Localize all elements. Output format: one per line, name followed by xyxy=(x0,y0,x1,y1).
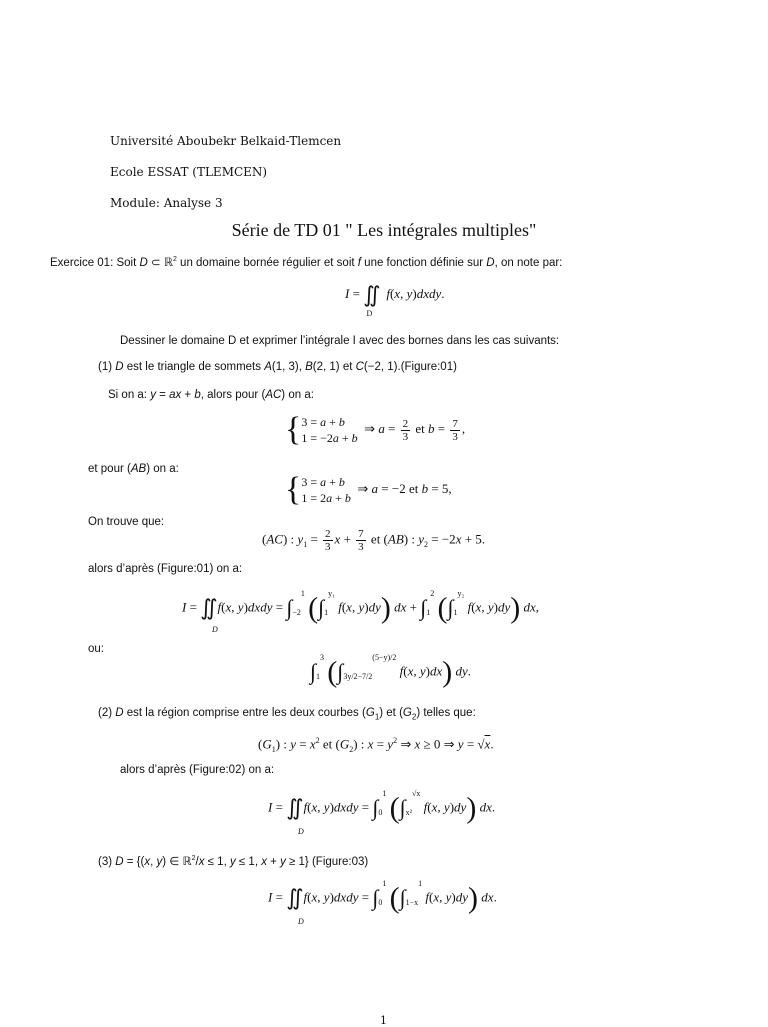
case1-integral-dy: I = ∬f(x, y)dxdy = $\int_{-2}^1$ ($\int_1^{y_1}$ f(x, y)dy) dx + $\int_1^2$ ($\int_1^{y_2}$ f(x, y)dy) dx, xyxy=(182,589,540,625)
case2-integral: I = ∬f(x, y)dxdy = $\int_0^1$ ($\int_{x^2}^{√x}$ f(x, y)dy) dx. xyxy=(268,789,496,825)
page-title: Série de TD 01 " Les intégrales multiples" xyxy=(231,220,537,240)
case1-et-pour: et pour (AB) on a: xyxy=(88,463,179,475)
case1-alors: alors d’après (Figure:01) on a: xyxy=(88,563,243,575)
case1-statement: (1) D est le triangle de sommets A(1, 3), B(2, 1) et C(−2, 1).(Figure:01) xyxy=(98,361,457,373)
instruction-line: Dessiner le domaine D et exprimer l’intégrale I avec des bornes dans les cas suivants: xyxy=(120,335,560,347)
case2-statement: (2) D est la région comprise entre les deux courbes $(G_1)$ et $(G_2)$ telles que: xyxy=(98,707,476,722)
case2-curves: $(G_1)$ : $y = x^2$ et $(G_2)$ : $x = y^2$ ⇒ x ≥ 0 ⇒ y = √x. xyxy=(258,736,494,754)
case3-domain-subscript: D xyxy=(298,917,304,926)
module-line: Module: Analyse 3 xyxy=(110,196,223,210)
case1-ou: ou: xyxy=(88,643,104,655)
case1-on-trouve: On trouve que: xyxy=(88,516,165,528)
case1-domain-subscript: D xyxy=(212,625,218,634)
main-integral: $I = ∬_Df(x$, y)dxdy. xyxy=(345,282,445,318)
case3-statement: (3) D = {(x, y) ∈ ℝ$^2$/x ≤ 1, y ≤ 1, x + y ≥ 1} (Figure:03) xyxy=(98,855,369,868)
case2-alors: alors d’après (Figure:02) on a: xyxy=(120,764,275,776)
university-line: Université Aboubekr Belkaid-Tlemcen xyxy=(110,134,342,148)
page-number: 1 xyxy=(380,1014,387,1027)
exercise-label: Exercice 01: xyxy=(50,256,114,269)
school-line: Ecole ESSAT (TLEMCEN) xyxy=(110,165,268,179)
case3-integral: I = ∬f(x, y)dxdy = $\int_0^1$ ($\int_{1-x}^1$ f(x, y)dy) dx. xyxy=(268,879,497,915)
case1-si-on-a: Si on a: y = ax + b, alors pour (AC) on a: xyxy=(108,389,314,401)
case1-integral-dx: $\int_1^3$ ($\int_{3y/2-7/2}^{(5-y)/2}$ f(x, y)dx) dy. xyxy=(310,653,472,689)
exercise-intro: Exercice 01: Soit D ⊂ ℝ$^2$ un domaine bornée régulier et soit f une fonction définie sur D, on note par: xyxy=(50,256,563,269)
system-ac: {3 = a + b 1 = −2a + b ⇒ a = $\frac{2}{3}$ et b = $\frac{7}{3}$ , xyxy=(285,411,466,448)
case2-domain-subscript: D xyxy=(298,827,304,836)
lines-equations: (AC) : $y_1$ = $\frac{2}{3}$ x + $\frac{7}{3}$ et (AB) : $y_2 = -2x + 5$. xyxy=(262,528,486,553)
system-ab: {3 = a + b 1 = 2a + b ⇒ a = −2 et b = 5, xyxy=(285,471,452,508)
